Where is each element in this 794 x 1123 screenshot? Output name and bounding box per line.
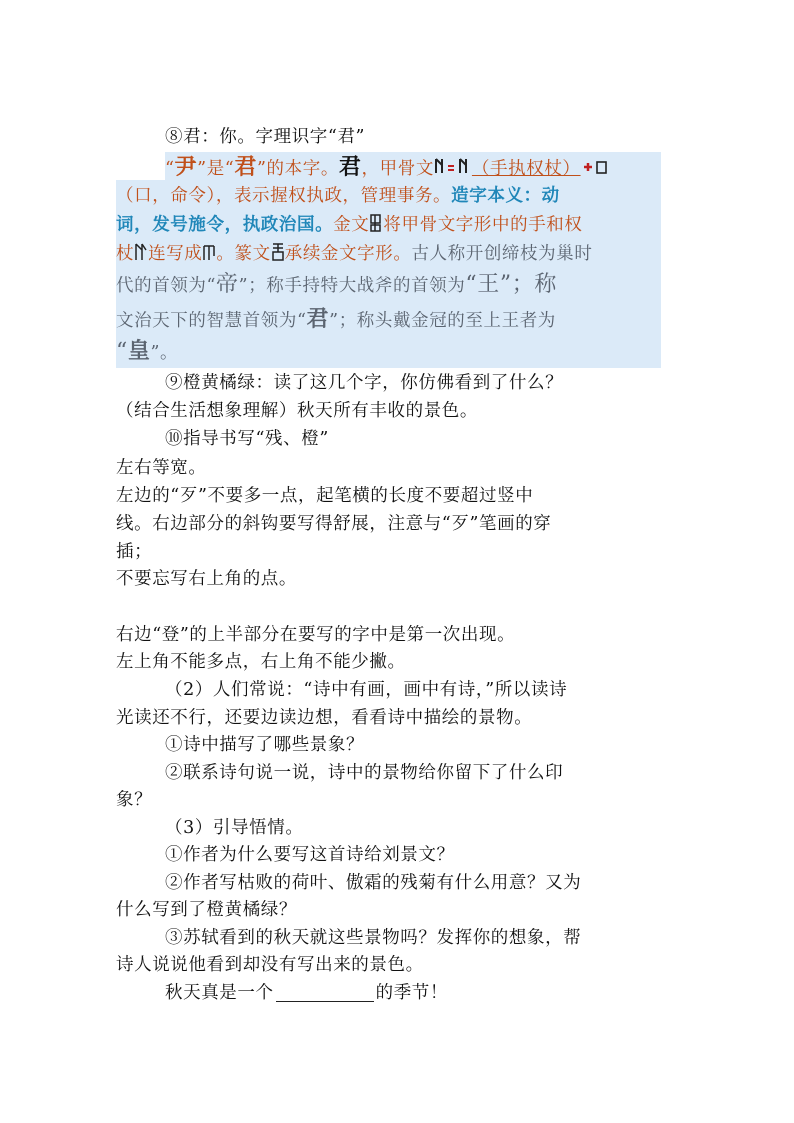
para-jun-line-2: （口，命令），表示握权执政，管理事务。造字本义：动 xyxy=(116,186,560,206)
section-2-question-1: ①诗中描写了哪些景象？ xyxy=(165,735,365,755)
section-2-intro-b: 光读还不行，还要边读边想，看看诗中描绘的景物。 xyxy=(116,708,533,728)
question-9a: ⑨橙黄橘绿：读了这几个字，你仿佛看到了什么？ xyxy=(165,373,564,393)
para-jun-line-6: 文治天下的智慧首领为“君”；称头戴金冠的至上王者为 xyxy=(116,306,556,332)
writing-note-2: 左边的“歹”不要多一点，起笔横的长度不要超过竖中 xyxy=(116,486,534,506)
closing-sentence: 秋天真是一个 的季节！ xyxy=(165,983,449,1003)
writing-note-1: 左右等宽。 xyxy=(116,458,207,478)
para-jun-line-5: 代的首领为“帝”；称手持特大战斧的首领为“王”；称 xyxy=(116,272,557,297)
writing-note-6: 右边“登”的上半部分在要写的字中是第一次出现。 xyxy=(116,625,516,645)
section-3-question-3b: 诗人说说他看到却没有写出来的景色。 xyxy=(116,955,424,975)
section-3-question-3a: ③苏轼看到的秋天就这些景物吗？发挥你的想象，帮 xyxy=(165,928,582,948)
para-jun-line-3: 词，发号施令，执政治国。金文 将甲骨文字形中的手和权 xyxy=(116,212,583,241)
section-3-question-2a: ②作者写枯败的荷叶、傲霜的残菊有什么用意？又为 xyxy=(165,873,582,893)
fill-in-blank[interactable] xyxy=(276,983,374,1002)
writing-note-5: 不要忘写右上角的点。 xyxy=(116,569,297,589)
section-3-question-2b: 什么写到了橙黄橘绿？ xyxy=(116,900,297,920)
writing-note-4: 插； xyxy=(116,542,153,562)
question-9b: （结合生活想象理解）秋天所有丰收的景色。 xyxy=(116,401,478,421)
section-2-question-2a: ②联系诗句说一说，诗中的景物给你留下了什么印 xyxy=(165,763,564,783)
para-jun-line-4: 杖 连写成 。篆文 承续金文字形。古人称开创缔枝为巢时 xyxy=(116,241,592,270)
seal-glyph-jun-icon xyxy=(271,242,285,270)
section-3-question-1: ①作者为什么要写这首诗给刘景文？ xyxy=(165,845,455,865)
bronze-glyph-form-icon xyxy=(202,242,216,270)
writing-note-3: 线。右边部分的斜钩要写得舒展，注意与“歹”笔画的穿 xyxy=(116,514,552,534)
writing-note-7: 左上角不能多点，右上角不能少撇。 xyxy=(116,652,406,672)
para-jun-line-1: “尹”是“君”的本字。君，甲骨文 （手执权杖） xyxy=(165,154,609,185)
heading-jun: ⑧君：你。字理识字“君” xyxy=(165,127,366,147)
section-3-title: （3）引导悟情。 xyxy=(165,818,304,838)
section-2-question-2b: 象？ xyxy=(116,790,153,810)
question-10: ⑩指导书写“残、橙” xyxy=(165,429,329,449)
mouth-glyph-icon xyxy=(581,157,609,185)
para-jun-line-7: “皇”。 xyxy=(116,338,179,364)
bronze-glyph-jun-icon xyxy=(369,213,383,241)
bronze-glyph-staff-icon xyxy=(134,242,148,270)
oracle-glyph-jun-icon xyxy=(434,157,472,185)
section-2-intro-a: （2）人们常说：“诗中有画，画中有诗，”所以读诗 xyxy=(165,680,568,700)
